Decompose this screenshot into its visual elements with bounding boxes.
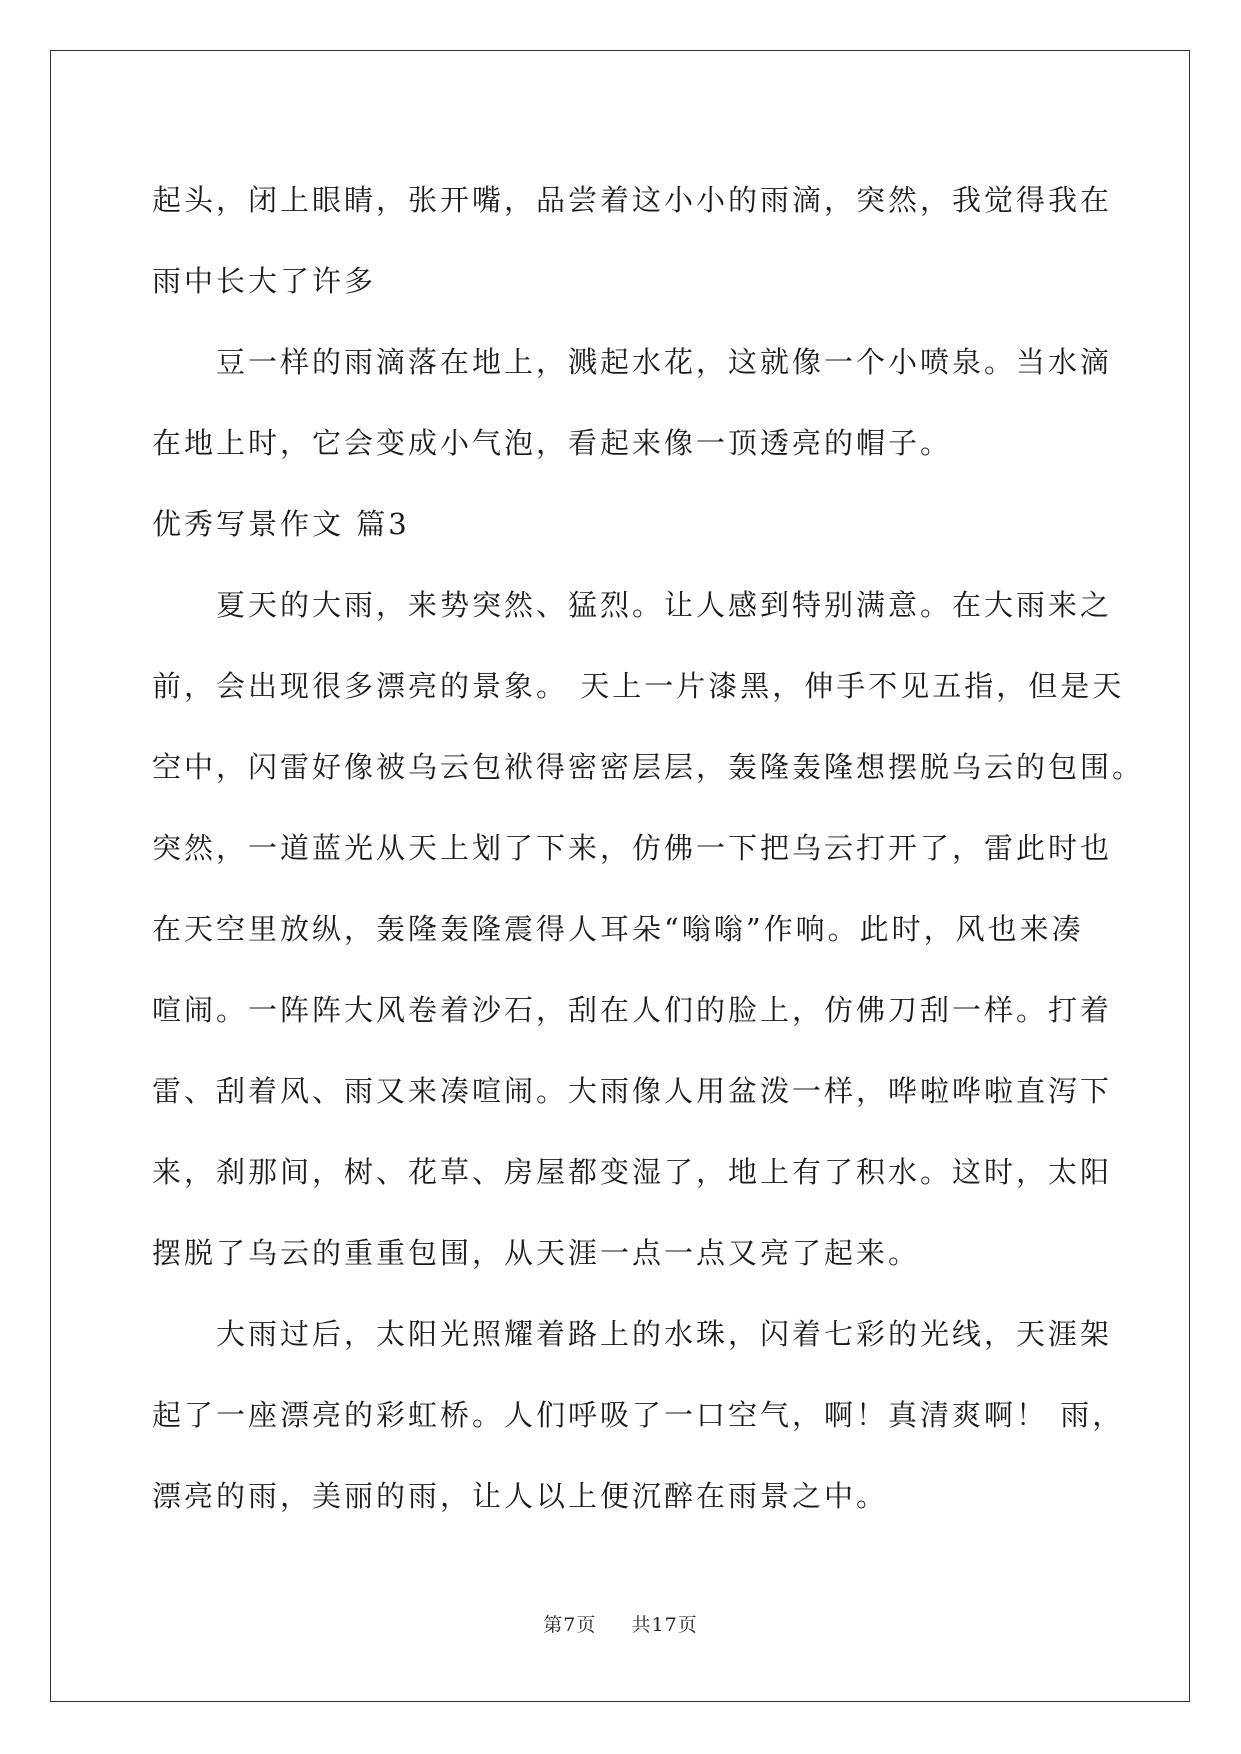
text-line: 在地上时，它会变成小气泡，看起来像一顶透亮的帽子。 [152, 426, 953, 460]
section-heading: 优秀写景作文 篇3 [152, 507, 410, 541]
text-line: 漂亮的雨，美丽的雨，让人以上便沉醉在雨景之中。 [152, 1479, 889, 1513]
text-line: 雷、刮着风、雨又来凑喧闹。大雨像人用盆泼一样，哗啦哗啦直泻下 [152, 1074, 1113, 1108]
text-line: 大雨过后，太阳光照耀着路上的水珠，闪着七彩的光线，天涯架 [216, 1317, 1113, 1351]
text-line: 起头，闭上眼睛，张开嘴，品尝着这小小的雨滴，突然，我觉得我在 [152, 183, 1113, 217]
text-line: 空中，闪雷好像被乌云包袱得密密层层，轰隆轰隆想摆脱乌云的包围。 [152, 750, 1145, 784]
text-line: 雨中长大了许多 [152, 264, 377, 298]
text-line: 前，会出现很多漂亮的景象。 天上一片漆黑，伸手不见五指，但是天 [152, 669, 1125, 703]
text-line: 夏天的大雨，来势突然、猛烈。让人感到特别满意。在大雨来之 [216, 588, 1113, 622]
text-line: 起了一座漂亮的彩虹桥。人们呼吸了一口空气，啊！真清爽啊！ 雨， [152, 1398, 1125, 1432]
text-line: 喧闹。一阵阵大风卷着沙石，刮在人们的脸上，仿佛刀刮一样。打着 [152, 993, 1113, 1027]
text-line: 豆一样的雨滴落在地上，溅起水花，这就像一个小喷泉。当水滴 [216, 345, 1113, 379]
text-line: 摆脱了乌云的重重包围，从天涯一点一点又亮了起来。 [152, 1236, 921, 1270]
paragraph-raindrops [152, 322, 1113, 484]
document-body [152, 160, 1145, 1537]
page-footer [0, 1610, 1241, 1637]
page-total: 共17页 [631, 1614, 698, 1636]
paragraph-summer-rain [152, 565, 1145, 1294]
text-line: 在天空里放纵，轰隆轰隆震得人耳朵“嗡嗡”作响。此时，风也来凑 [152, 912, 1084, 946]
text-line: 来，刹那间，树、花草、房屋都变湿了，地上有了积水。这时，太阳 [152, 1155, 1113, 1189]
page-number: 第7页 [543, 1614, 597, 1636]
text-line: 突然，一道蓝光从天上划了下来，仿佛一下把乌云打开了，雷此时也 [152, 831, 1113, 865]
paragraph-continuation [152, 160, 1113, 322]
paragraph-after-rain [152, 1294, 1125, 1537]
